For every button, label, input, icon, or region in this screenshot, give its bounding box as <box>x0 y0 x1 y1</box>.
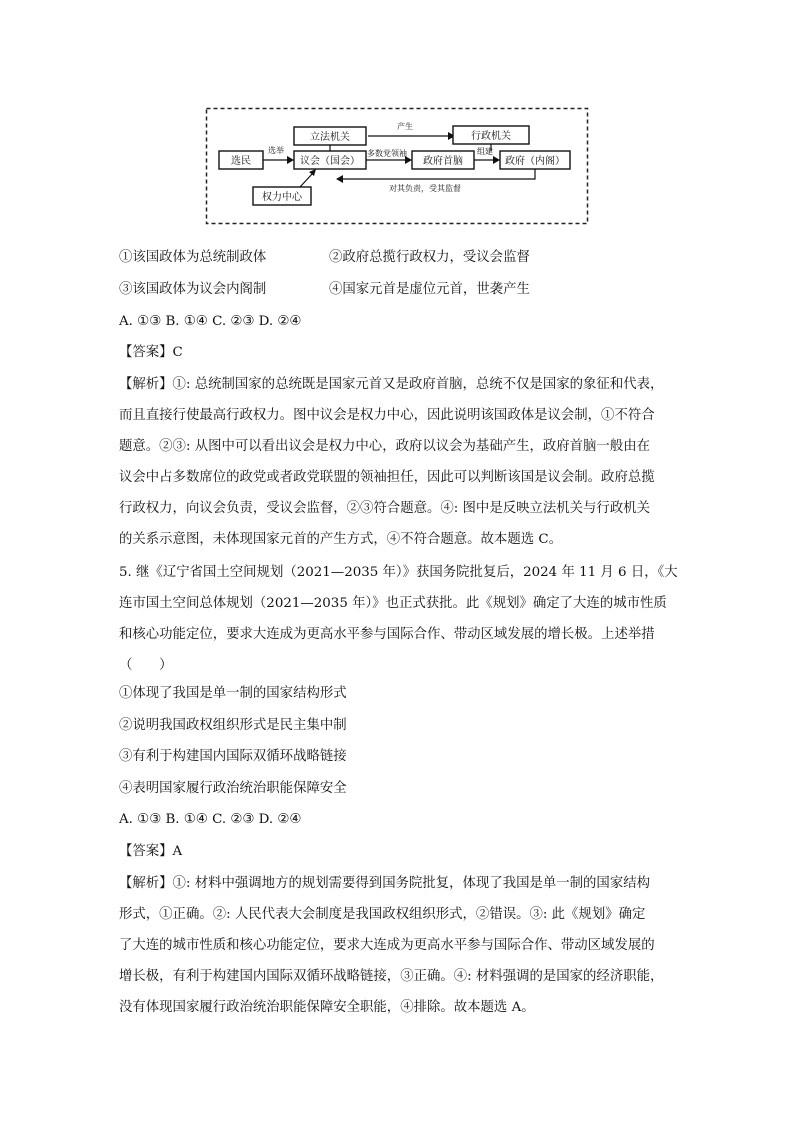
legislature-label: 立法机关 <box>310 132 350 143</box>
q4-option-4: ④国家元首是虚位元首，世袭产生 <box>329 282 530 297</box>
q5-stem <box>119 557 678 681</box>
diagram-svg <box>205 107 589 225</box>
elect-arrowhead <box>287 156 294 164</box>
q4-analysis-line: 而且直接行使最高行政权力。图中议会是权力中心，因此说明该国政体是议会制，①不符合 <box>119 408 655 423</box>
q5-option-1: ①体现了我国是单一制的国家结构形式 <box>119 686 347 701</box>
q5-analysis <box>119 868 675 1023</box>
power-center-label: 权力中心 <box>262 192 302 203</box>
q5-analysis-line: 【解析】①: 材料中强调地方的规划需要得到国务院批复，体现了我国是单一制的国家结构 <box>119 876 650 891</box>
majority-leader-label: 多数党领袖 <box>367 149 407 158</box>
q4-answer: 【答案】C <box>119 345 183 360</box>
q5-option-4: ④表明国家履行政治统治职能保障安全 <box>119 781 347 796</box>
q5-stem-line: 连市国土空间总体规划（2021—2035 年）》也正式获批。此《规划》确定了大连的城市性质 <box>119 596 667 611</box>
parliament-label: 议会（国会） <box>300 156 360 167</box>
q5-answer: 【答案】A <box>119 844 183 859</box>
q4-analysis-line: 题意。②③: 从图中可以看出议会是权力中心，政府以议会为基础产生，政府首脑一般由在 <box>119 439 650 454</box>
q5-analysis-line: 形式，①正确。②: 人民代表大会制度是我国政权组织形式，②错误。③: 此《规划》确定 <box>119 907 646 922</box>
q4-analysis <box>119 369 675 555</box>
cabinet-label: 政府（内阁） <box>505 156 565 167</box>
voters-label: 选民 <box>231 156 251 167</box>
q5-stem-line: 和核心功能定位，要求大连成为更高水平参与国际合作、带动区域发展的增长极。上述举措 <box>119 627 655 642</box>
power-center-pointer <box>300 173 313 187</box>
q5-stem-line: 5. 继《辽宁省国土空间规划（2021—2035 年）》获国务院批复后，2024 年 11 月 6 日，《大 <box>119 565 678 580</box>
q5-analysis-line: 了大连的城市性质和核心功能定位，要求大连成为更高水平参与国际合作、带动区域发展的 <box>119 938 655 953</box>
q5-analysis-line: 增长极，有利于构建国内国际双循环战略链接，③正确。④: 材料强调的是国家的经济职能， <box>119 969 664 984</box>
q4-options-row-2 <box>119 280 530 300</box>
produce-label: 产生 <box>397 122 413 131</box>
q4-analysis-line: 【解析】①: 总统制国家的总统既是国家元首又是政府首脑，总统不仅是国家的象征和代表， <box>119 377 664 392</box>
q4-options-row-1 <box>119 248 530 268</box>
q5-stem-line: （ ） <box>119 658 173 673</box>
q5-option-2: ②说明我国政权组织形式是民主集中制 <box>119 718 347 733</box>
q4-choices: A. ①③ B. ①④ C. ②③ D. ②④ <box>119 314 302 329</box>
responsible-arrowhead <box>336 175 343 183</box>
power-center-arrowhead <box>309 169 316 176</box>
q4-analysis-line: 议会中占多数席位的政党或者政党联盟的领袖担任，因此可以判断该国是议会制。政府总揽 <box>119 470 655 485</box>
q4-analysis-line: 的关系示意图，未体现国家元首的产生方式，④不符合题意。故本题选 C。 <box>119 532 562 547</box>
q4-option-1: ①该国政体为总统制政体 <box>119 250 267 265</box>
elect-label: 选举 <box>268 146 284 155</box>
q5-choices: A. ①③ B. ①④ C. ②③ D. ②④ <box>119 812 302 827</box>
form-label: 组建 <box>477 147 493 156</box>
q5-analysis-line: 没有体现国家履行政治统治职能保障安全职能，④排除。故本题选 A。 <box>119 1000 535 1015</box>
q5-option-3: ③有利于构建国内国际双循环战略链接 <box>119 749 347 764</box>
responsible-label: 对其负责，受其监督 <box>389 184 461 193</box>
q4-option-3: ③该国政体为议会内阁制 <box>119 282 267 297</box>
responsible-line <box>343 169 535 179</box>
form-arrowhead <box>493 156 500 164</box>
political-structure-diagram <box>205 107 589 225</box>
q4-analysis-line: 行政权力，向议会负责，受议会监督，②③符合题意。④: 图中是反映立法机关与行政机关 <box>119 501 650 516</box>
head-of-government-label: 政府首脑 <box>423 156 463 167</box>
q4-option-2: ②政府总揽行政权力，受议会监督 <box>329 250 530 265</box>
executive-label: 行政机关 <box>471 131 511 142</box>
